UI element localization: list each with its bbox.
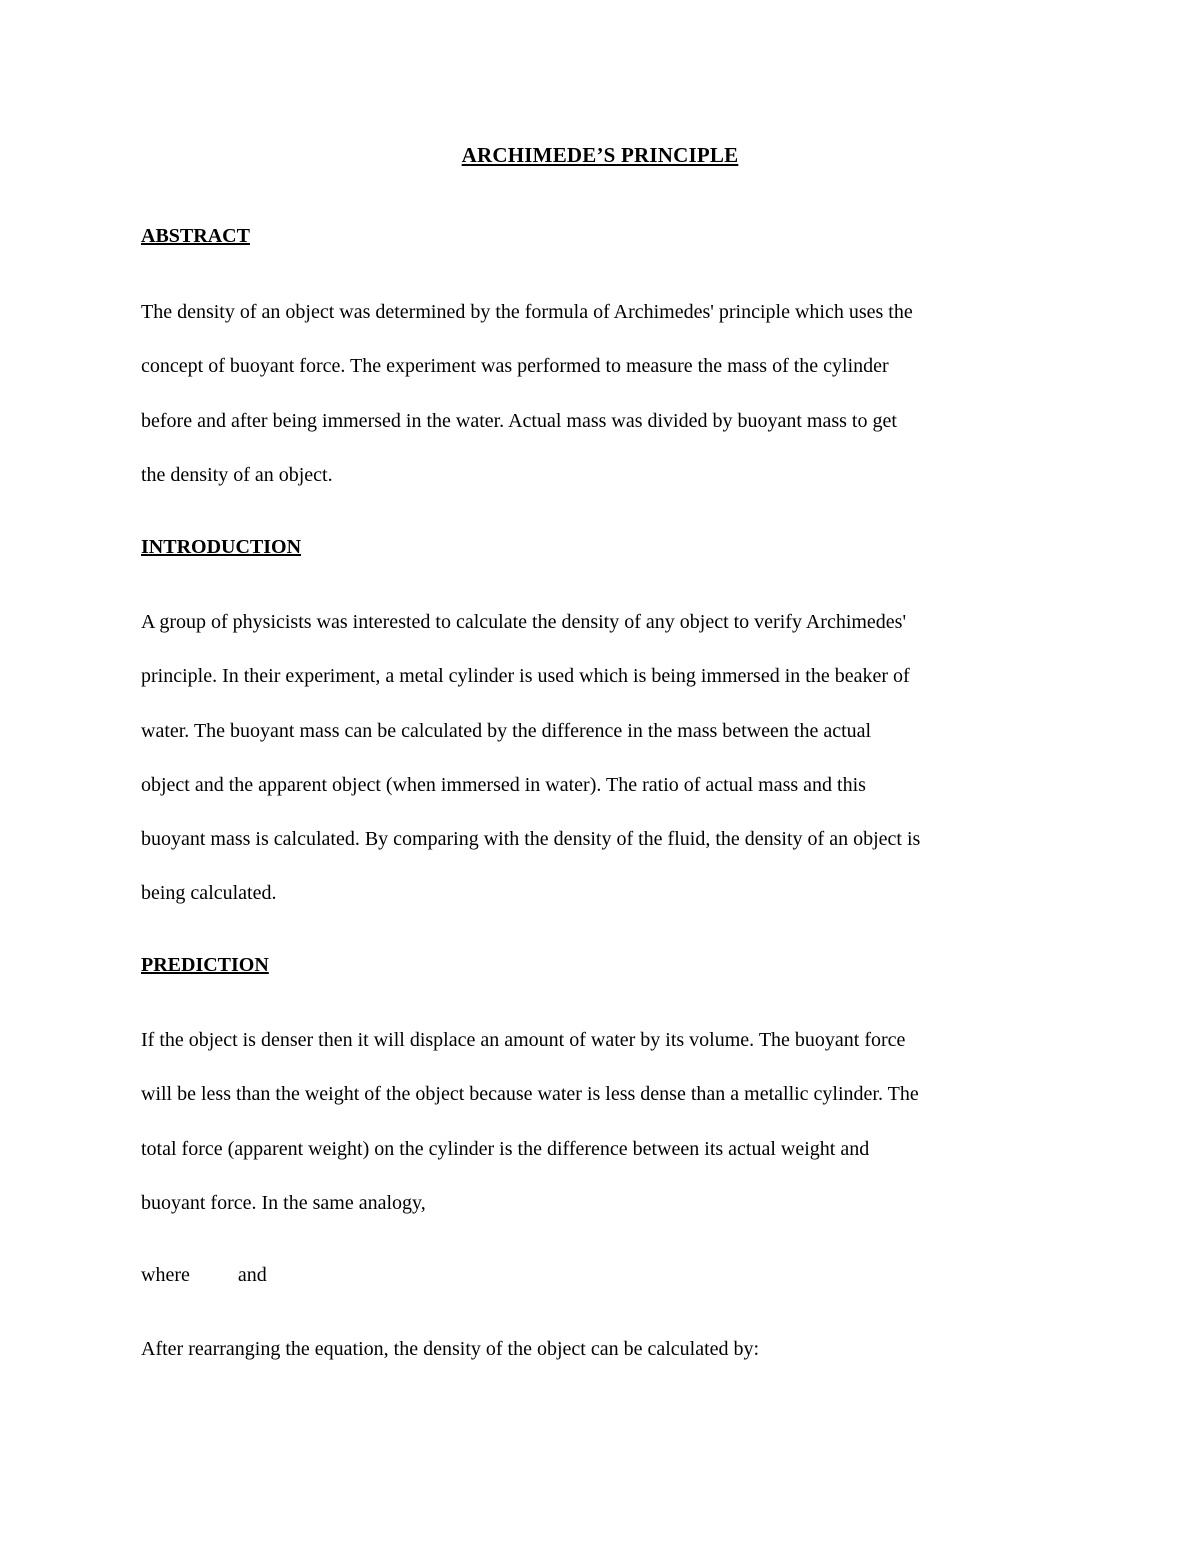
- prediction-heading: PREDICTION: [141, 954, 269, 976]
- prediction-line: If the object is denser then it will displace an amount of water by its volume. The buoyant force: [141, 1029, 906, 1051]
- prediction-line: total force (apparent weight) on the cylinder is the difference between its actual weight and: [141, 1137, 870, 1160]
- abstract-heading: ABSTRACT: [141, 225, 250, 247]
- introduction-heading: INTRODUCTION: [141, 536, 302, 558]
- abstract-line: concept of buoyant force. The experiment was performed to measure the mass of the cylinder: [141, 355, 889, 378]
- abstract-line: The density of an object was determined by the formula of Archimedes' principle which uses the: [141, 301, 913, 323]
- where-word: where: [141, 1264, 190, 1286]
- prediction-paragraph: [141, 1013, 1081, 1230]
- document-title: ARCHIMEDE’S PRINCIPLE: [461, 143, 739, 167]
- introduction-line: being calculated.: [141, 882, 277, 905]
- introduction-line: buoyant mass is calculated. By comparing with the density of the fluid, the density of an object is: [141, 828, 921, 851]
- closing-line: After rearranging the equation, the density of the object can be calculated by:: [141, 1338, 760, 1360]
- abstract-paragraph: [141, 285, 1081, 502]
- where-and-line: [141, 1264, 267, 1287]
- introduction-line: object and the apparent object (when immersed in water). The ratio of actual mass and this: [141, 773, 866, 796]
- and-word: and: [237, 1264, 267, 1286]
- introduction-line: principle. In their experiment, a metal cylinder is used which is being immersed in the beaker of: [141, 665, 910, 688]
- introduction-line: water. The buoyant mass can be calculated by the difference in the mass between the actual: [141, 719, 872, 742]
- introduction-line: A group of physicists was interested to calculate the density of any object to verify Archimedes': [141, 611, 907, 633]
- prediction-line: will be less than the weight of the object because water is less dense than a metallic cylinder. The: [141, 1083, 919, 1106]
- abstract-line: the density of an object.: [141, 463, 333, 486]
- prediction-line: buoyant force. In the same analogy,: [141, 1191, 426, 1214]
- introduction-paragraph: [141, 595, 1081, 921]
- abstract-line: before and after being immersed in the water. Actual mass was divided by buoyant mass to get: [141, 409, 897, 432]
